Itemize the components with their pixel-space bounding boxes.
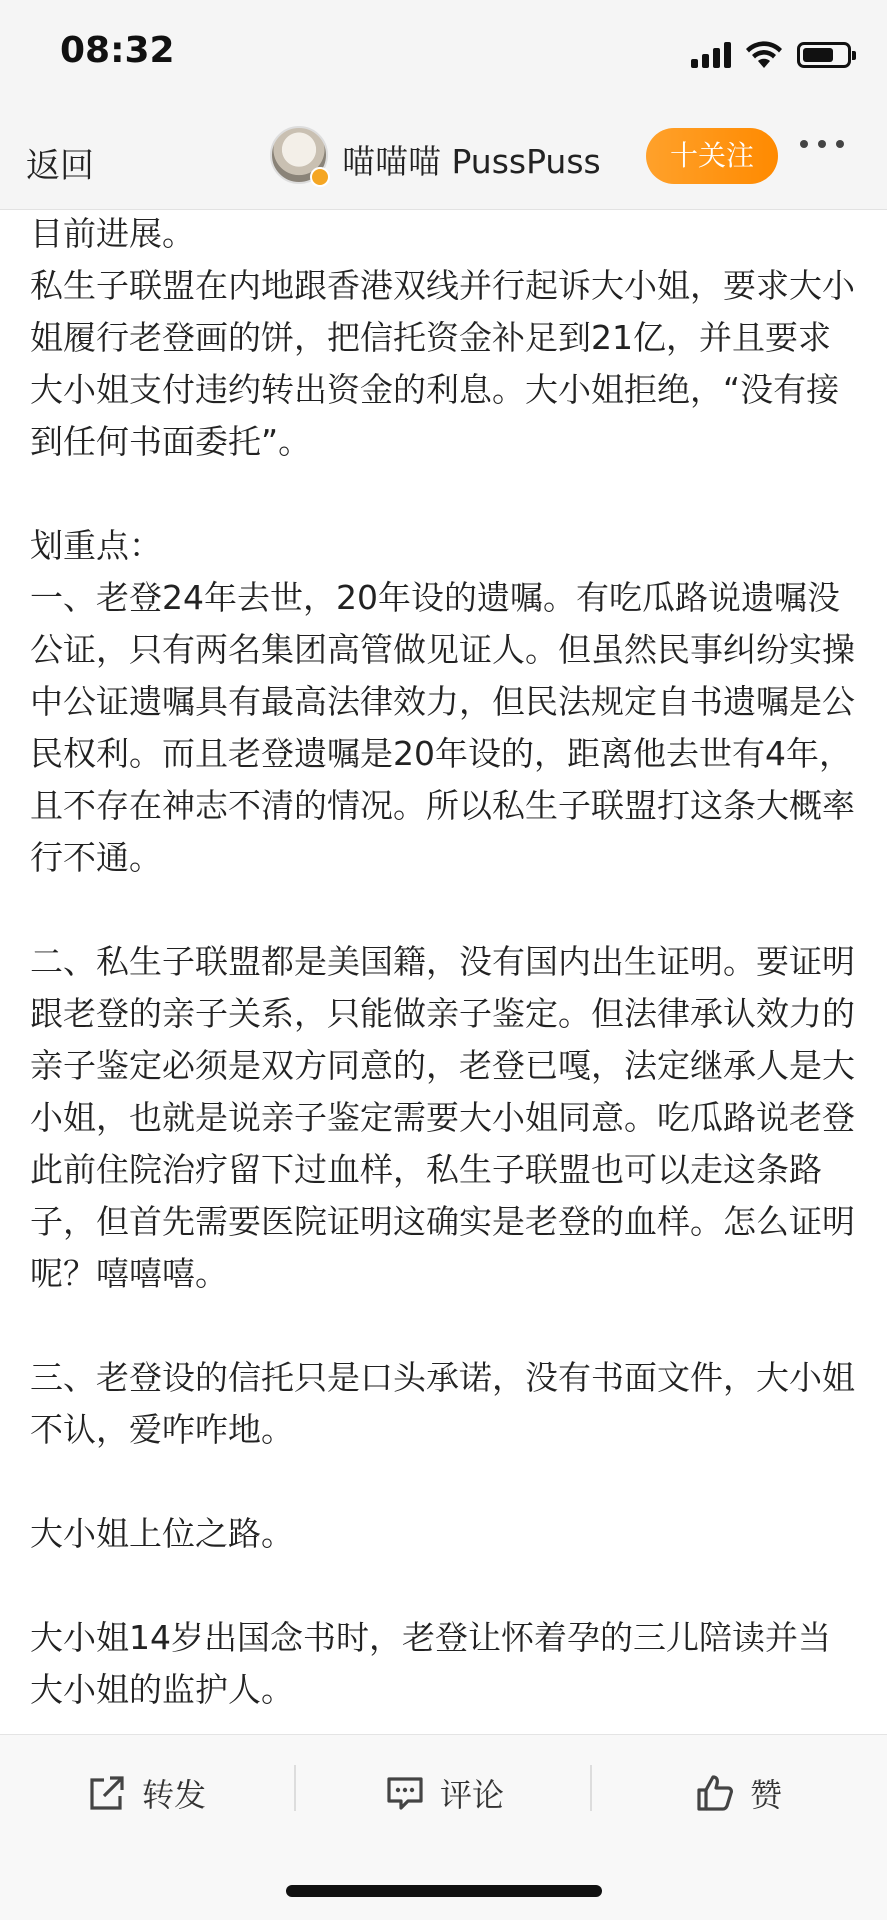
back-button[interactable]: 返回 [26,146,94,186]
status-icons [691,38,851,72]
divider [590,1765,592,1811]
post-paragraph: 划重点： 一、老登24年去世，20年设的遗嘱。有吃瓜路说遗嘱没公证，只有两名集团高管做见证人。但虽然民事纠纷实操中公证遗嘱具有最高法律效力，但民法规定自书遗嘱是公民权利。而且老登遗嘱是20年设的，距离他去世有4年，且不存在神志不清的情况。所以私生子联盟打这条大概率行不通。 [30,526,855,877]
more-dots-icon[interactable] [800,140,844,148]
thumbs-up-icon [694,1772,736,1814]
post-paragraph: 目前进展。 私生子联盟在内地跟香港双线并行起诉大小姐，要求大小姐履行老登画的饼，把信托资金补足到21亿，并且要求大小姐支付违约转出资金的利息。大小姐拒绝，“没有接到任何书面委托”。 [30,214,855,461]
post-paragraph: 二、私生子联盟都是美国籍，没有国内出生证明。要证明跟老登的亲子关系，只能做亲子鉴定。但法律承认效力的亲子鉴定必须是双方同意的，老登已嘎，法定继承人是大小姐，也就是说亲子鉴定需要大小姐同意。吃瓜路说老登此前住院治疗留下过血样，私生子联盟也可以走这条路子，但首先需要医院证明这确实是老登的血样。怎么证明呢？嘻嘻嘻。 [30,942,855,1293]
like-button[interactable] [694,1763,782,1823]
status-time: 08:32 [60,30,175,71]
post-paragraph: 大小姐上位之路。 [30,1514,294,1553]
follow-button[interactable]: 十关注 [646,128,778,184]
verified-badge-icon [310,167,330,187]
post-paragraph: 三、老登设的信托只是口头承诺，没有书面文件，大小姐不认，爱咋咋地。 [30,1358,855,1449]
repost-label: 转发 [142,1776,207,1814]
author-name[interactable]: 喵喵喵 PussPuss [342,142,601,181]
nav-bar [0,112,887,210]
comment-icon [384,1772,426,1814]
action-bar [0,1734,887,1920]
home-indicator [286,1885,602,1897]
post-paragraph: 大小姐14岁出国念书时，老登让怀着孕的三儿陪读并当大小姐的监护人。 [30,1618,831,1709]
battery-icon [797,42,851,68]
comment-button[interactable] [384,1763,504,1823]
like-label: 赞 [750,1776,783,1814]
repost-icon [86,1772,128,1814]
divider [294,1765,296,1811]
comment-label: 评论 [440,1776,505,1814]
post-content [30,208,860,1716]
repost-button[interactable] [86,1763,206,1823]
wifi-icon [745,40,783,70]
status-bar [0,0,887,112]
signal-icon [691,42,731,68]
